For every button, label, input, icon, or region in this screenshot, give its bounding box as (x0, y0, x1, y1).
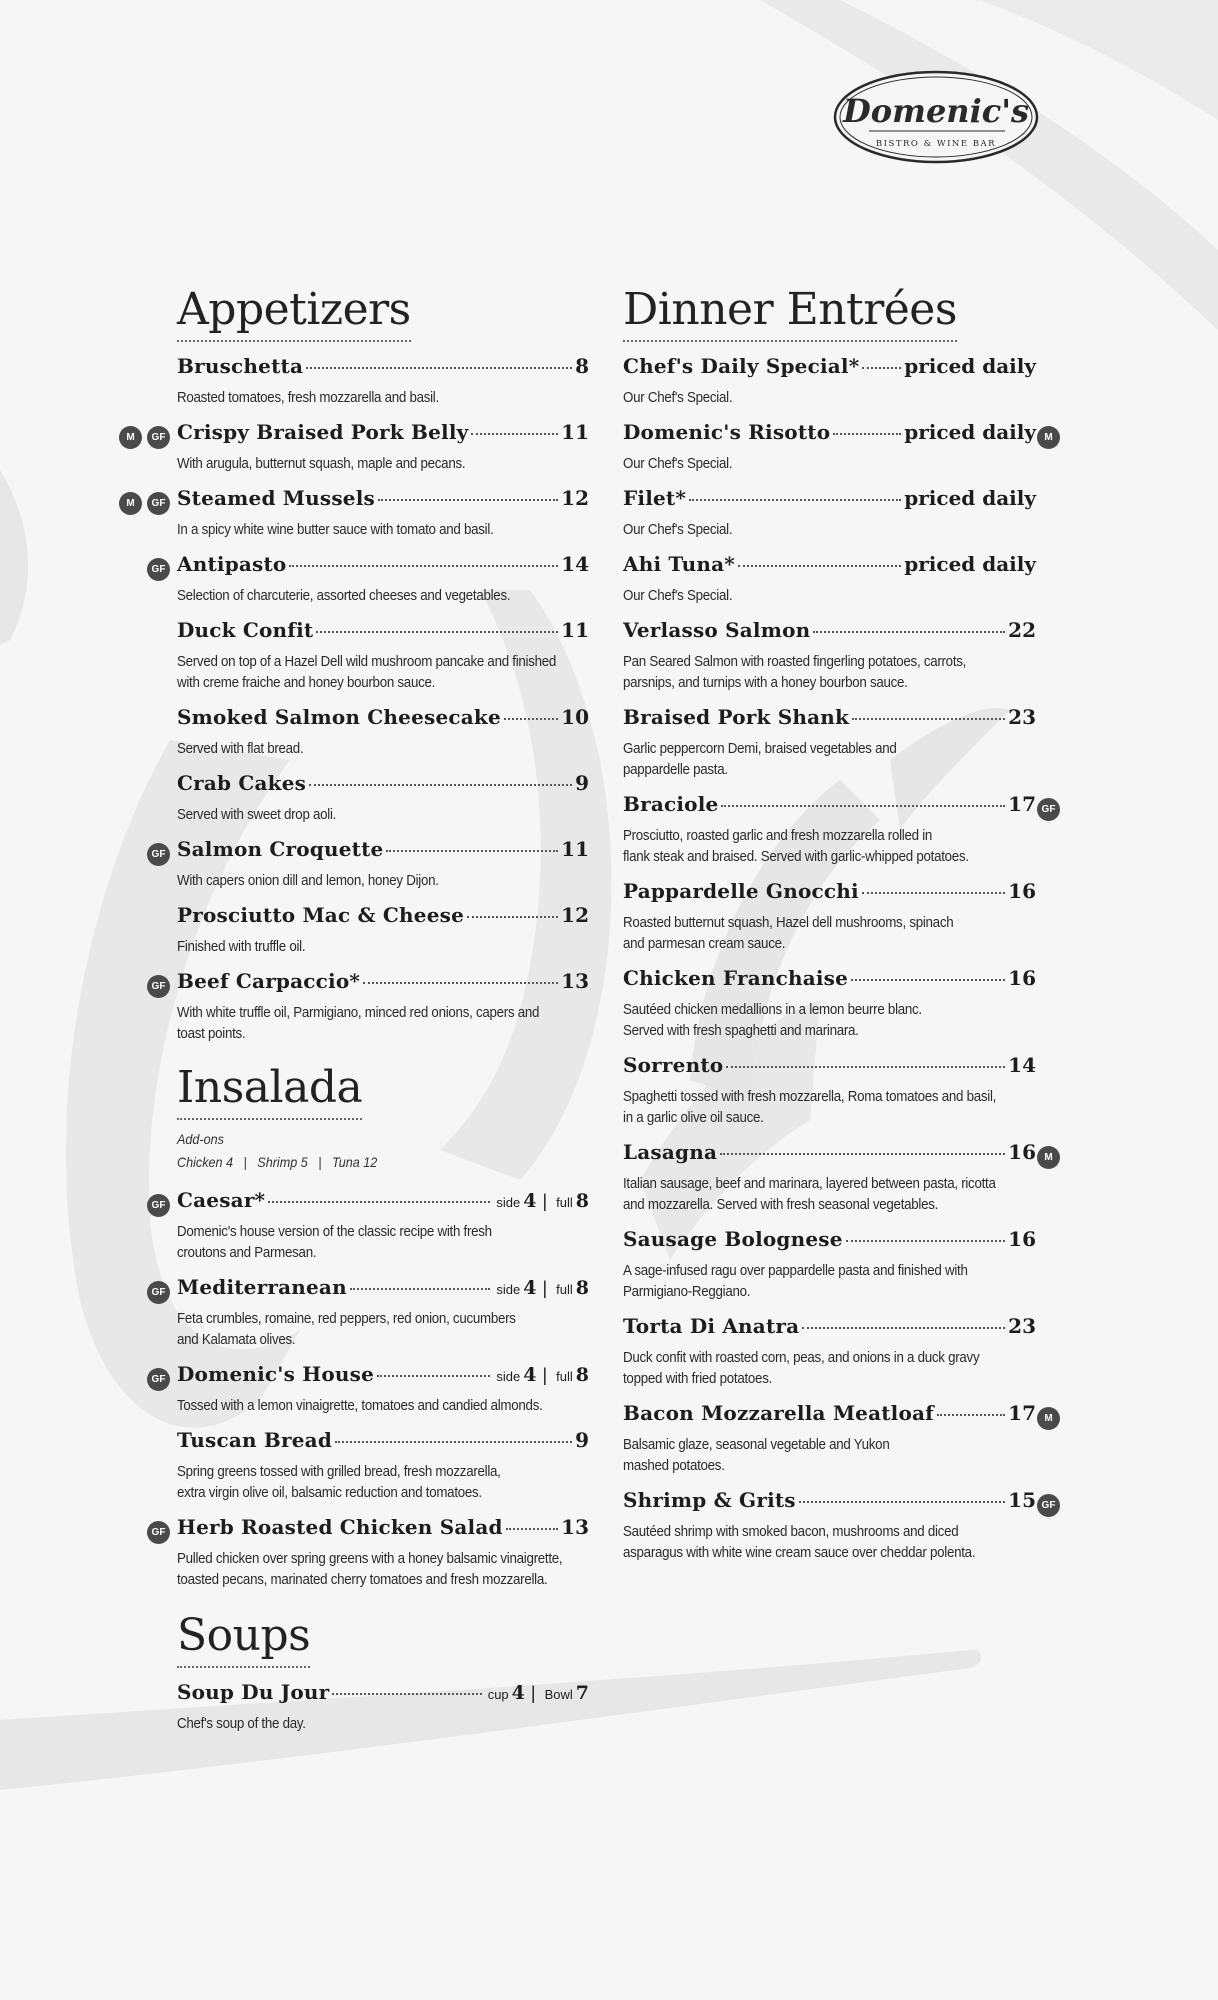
soups-heading (177, 1610, 589, 1668)
menu-item-mediterranean (151, 1275, 589, 1351)
menu-item-row (177, 354, 589, 388)
dot-leader (721, 805, 1005, 807)
m-badge: M (1037, 426, 1060, 449)
item-price: 13 (561, 1515, 589, 1539)
item-price: priced daily (904, 354, 1036, 378)
menu-item-row (177, 486, 589, 520)
m-badge: M (1037, 1146, 1060, 1169)
item-price: priced daily (904, 552, 1036, 576)
item-description: Feta crumbles, romaine, red peppers, red onion, cucumbers (177, 1311, 516, 1327)
price-divider: | (530, 1683, 536, 1703)
size-label: side (496, 1282, 521, 1297)
item-description: in a garlic olive oil sauce. (623, 1110, 764, 1126)
menu-item-row (623, 1053, 1036, 1087)
dot-leader (689, 499, 901, 501)
size-label: side (496, 1369, 521, 1384)
item-name: Soup Du Jour (177, 1680, 330, 1704)
menu-item-row (177, 1188, 589, 1222)
menu-item-sausage-bolognese (623, 1227, 1036, 1303)
insalada-heading (177, 1062, 589, 1120)
menu-item-salmon-croquette (151, 837, 589, 892)
dot-leader (833, 433, 901, 435)
addons-label: Add-ons (177, 1131, 224, 1147)
item-price: 13 (561, 969, 589, 993)
size-label: full (556, 1369, 573, 1384)
item-price: 11 (561, 618, 589, 642)
cup-price: 4 (511, 1682, 525, 1704)
menu-item-domenic-s-house (151, 1362, 589, 1417)
item-name: Mediterranean (177, 1275, 347, 1299)
m-badge: M (119, 492, 142, 515)
menu-item-chicken-franchaise (623, 966, 1036, 1042)
item-description: A sage-infused ragu over pappardelle pasta and finished with (623, 1263, 968, 1279)
item-description: and Kalamata olives. (177, 1332, 296, 1348)
gluten-free-badge: GF (1037, 1494, 1060, 1517)
logo-tagline: BISTRO & WINE BAR (875, 139, 997, 149)
menu-item-beef-carpaccio (151, 969, 589, 1045)
item-name: Tuscan Bread (177, 1428, 332, 1452)
menu-item-row (623, 618, 1036, 652)
item-description: Spaghetti tossed with fresh mozzarella, Roma tomatoes and basil, (623, 1089, 997, 1105)
menu-item-row (177, 903, 589, 937)
entrees-heading (623, 284, 1036, 342)
menu-item-row (623, 552, 1036, 586)
item-price: 10 (561, 705, 589, 729)
menu-item-row (623, 1227, 1036, 1261)
menu-item-ahi-tuna (623, 552, 1036, 607)
item-description: extra virgin olive oil, balsamic reduction and tomatoes. (177, 1485, 482, 1501)
menu-item-row (177, 705, 589, 739)
dot-leader (851, 979, 1005, 981)
menu-item-row (177, 1515, 589, 1549)
dot-leader (350, 1288, 491, 1290)
menu-item-domenic-s-risotto (623, 420, 1053, 475)
item-price: 16 (1008, 1140, 1036, 1164)
item-price: priced daily (904, 420, 1036, 444)
section-title-entrees: Dinner Entrées (623, 284, 957, 342)
menu-item-filet (623, 486, 1036, 541)
item-description: Parmigiano-Reggiano. (623, 1284, 751, 1300)
dot-leader (813, 631, 1005, 633)
menu-item-sorrento (623, 1053, 1036, 1129)
item-price: 9 (575, 771, 589, 795)
dot-leader (332, 1693, 481, 1695)
item-description: topped with fried potatoes. (623, 1371, 773, 1387)
menu-item-row (177, 837, 589, 871)
gluten-free-badge: GF (147, 492, 170, 515)
dot-leader (726, 1066, 1005, 1068)
dot-leader (504, 718, 558, 720)
dot-leader (289, 565, 558, 567)
menu-item-pappardelle-gnocchi (623, 879, 1036, 955)
item-price: 11 (561, 420, 589, 444)
dot-leader (846, 1240, 1006, 1242)
item-name: Duck Confit (177, 618, 314, 642)
item-price: 23 (1008, 705, 1036, 729)
item-name: Pappardelle Gnocchi (623, 879, 859, 903)
menu-item-caesar (151, 1188, 589, 1264)
bowl-price: 7 (575, 1682, 589, 1704)
item-description: Sautéed shrimp with smoked bacon, mushrooms and diced (623, 1524, 959, 1540)
item-price: 17 (1008, 792, 1036, 816)
addons-block (177, 1128, 589, 1174)
item-description: Chef's soup of the day. (177, 1716, 306, 1732)
item-description: Duck confit with roasted corn, peas, and onions in a duck gravy (623, 1350, 980, 1366)
item-name: Smoked Salmon Cheesecake (177, 705, 501, 729)
menu-item-row (623, 966, 1036, 1000)
item-description: In a spicy white wine butter sauce with tomato and basil. (177, 522, 494, 538)
dot-leader (386, 850, 558, 852)
dot-leader (937, 1414, 1005, 1416)
gluten-free-badge: GF (147, 1521, 170, 1544)
logo-name: Domenic's (842, 92, 1030, 130)
item-name: Verlasso Salmon (623, 618, 811, 642)
size-label: Bowl (544, 1687, 573, 1702)
item-name: Domenic's Risotto (623, 420, 831, 444)
item-description: flank steak and braised. Served with garlic-whipped potatoes. (623, 849, 969, 865)
item-price: 16 (1008, 966, 1036, 990)
item-description: Our Chef's Special. (623, 456, 733, 472)
item-description: Domenic's house version of the classic recipe with fresh (177, 1224, 492, 1240)
menu-item-smoked-salmon-cheesecake (177, 705, 589, 760)
item-name: Herb Roasted Chicken Salad (177, 1515, 503, 1539)
menu-item-herb-roasted-chicken-salad (151, 1515, 589, 1591)
menu-item-shrimp-grits (623, 1488, 1056, 1564)
dot-leader (799, 1501, 1005, 1503)
item-description: pappardelle pasta. (623, 762, 728, 778)
full-price: 8 (575, 1277, 589, 1299)
gluten-free-badge: GF (147, 1368, 170, 1391)
menu-item-torta-di-anatra (623, 1314, 1036, 1390)
item-price: 22 (1008, 618, 1036, 642)
addons-list: Chicken 4 | Shrimp 5 | Tuna 12 (177, 1154, 378, 1170)
price-divider: | (542, 1365, 548, 1385)
dot-leader (862, 892, 1005, 894)
menu-item-row (177, 1275, 589, 1309)
item-description: Roasted butternut squash, Hazel dell mushrooms, spinach (623, 915, 954, 931)
item-price: 12 (561, 903, 589, 927)
section-title-appetizers: Appetizers (177, 284, 411, 342)
item-description: Prosciutto, roasted garlic and fresh mozzarella rolled in (623, 828, 933, 844)
dot-leader (316, 631, 558, 633)
menu-item-crispy-braised-pork-belly (126, 420, 589, 475)
menu-item-row (623, 792, 1036, 826)
menu-item-chef-s-daily-special (623, 354, 1036, 409)
item-description: Served with sweet drop aoli. (177, 807, 337, 823)
item-description: Roasted tomatoes, fresh mozzarella and basil. (177, 390, 439, 406)
item-price: 15 (1008, 1488, 1036, 1512)
menu-item-row (177, 771, 589, 805)
dot-leader (852, 718, 1005, 720)
item-name: Sausage Bolognese (623, 1227, 843, 1251)
item-description: asparagus with white wine cream sauce over cheddar polenta. (623, 1545, 976, 1561)
item-name: Bruschetta (177, 354, 304, 378)
item-name: Antipasto (177, 552, 287, 576)
item-description: toasted pecans, marinated cherry tomatoes and fresh mozzarella. (177, 1572, 548, 1588)
item-price: 14 (561, 552, 589, 576)
menu-item-soup-du-jour (177, 1680, 589, 1735)
gluten-free-badge: GF (147, 558, 170, 581)
menu-item-row (623, 420, 1036, 454)
item-description: Italian sausage, beef and marinara, layered between pasta, ricotta (623, 1176, 996, 1192)
menu-item-row (177, 1428, 589, 1462)
item-description: With capers onion dill and lemon, honey Dijon. (177, 873, 439, 889)
menu-item-braised-pork-shank (623, 705, 1036, 781)
menu-item-row (623, 1140, 1036, 1174)
menu-item-steamed-mussels (126, 486, 589, 541)
item-description: With white truffle oil, Parmigiano, minced red onions, capers and (177, 1005, 540, 1021)
menu-item-row (623, 879, 1036, 913)
item-price: 12 (561, 486, 589, 510)
dot-leader (309, 784, 572, 786)
dot-leader (738, 565, 901, 567)
item-name: Lasagna (623, 1140, 718, 1164)
menu-item-lasagna (623, 1140, 1053, 1216)
dot-leader (506, 1528, 558, 1530)
dot-leader (378, 499, 558, 501)
item-description: Sautéed chicken medallions in a lemon beurre blanc. (623, 1002, 922, 1018)
gluten-free-badge: GF (147, 1281, 170, 1304)
m-badge: M (1037, 1407, 1060, 1430)
dot-leader (862, 367, 901, 369)
item-price: priced daily (904, 486, 1036, 510)
item-name: Salmon Croquette (177, 837, 384, 861)
menu-item-row (623, 486, 1036, 520)
menu-item-bruschetta (177, 354, 589, 409)
size-label: side (496, 1195, 521, 1210)
menu-item-bacon-mozzarella-meatloaf (623, 1401, 1053, 1477)
item-description: Served with flat bread. (177, 741, 304, 757)
item-description: Garlic peppercorn Demi, braised vegetables and (623, 741, 897, 757)
item-description: Pulled chicken over spring greens with a honey balsamic vinaigrette, (177, 1551, 563, 1567)
menu-item-row (623, 705, 1036, 739)
item-name: Crispy Braised Pork Belly (177, 420, 469, 444)
size-label: full (556, 1195, 573, 1210)
logo-oval (833, 69, 1039, 165)
item-description: and parmesan cream sauce. (623, 936, 786, 952)
menu-item-prosciutto-mac-cheese (177, 903, 589, 958)
item-price: 23 (1008, 1314, 1036, 1338)
dot-leader (363, 982, 558, 984)
menu-item-row (623, 1401, 1036, 1435)
price-divider: | (542, 1191, 548, 1211)
item-name: Filet* (623, 486, 687, 510)
menu-item-duck-confit (177, 618, 589, 694)
menu-item-row (177, 1362, 589, 1396)
item-description: with creme fraiche and honey bourbon sauce. (177, 675, 436, 691)
full-price: 8 (575, 1190, 589, 1212)
item-name: Crab Cakes (177, 771, 307, 795)
item-description: Served on top of a Hazel Dell wild mushroom pancake and finished (177, 654, 557, 670)
item-name: Chef's Daily Special* (623, 354, 860, 378)
item-name: Prosciutto Mac & Cheese (177, 903, 465, 927)
item-price: 14 (1008, 1053, 1036, 1077)
item-description: toast points. (177, 1026, 246, 1042)
dot-leader (802, 1327, 1005, 1329)
item-price: 16 (1008, 1227, 1036, 1251)
dot-leader (471, 433, 558, 435)
item-price: 8 (575, 354, 589, 378)
item-description: Our Chef's Special. (623, 588, 733, 604)
menu-item-row (177, 969, 589, 1003)
menu-item-row (177, 618, 589, 652)
gluten-free-badge: GF (147, 426, 170, 449)
item-price: 16 (1008, 879, 1036, 903)
item-description: Our Chef's Special. (623, 390, 733, 406)
item-price: 9 (575, 1428, 589, 1452)
menu-item-antipasto (151, 552, 589, 607)
gluten-free-badge: GF (147, 1194, 170, 1217)
item-description: parsnips, and turnips with a honey bourbon sauce. (623, 675, 908, 691)
side-price: 4 (523, 1364, 537, 1386)
menu-item-row (177, 420, 589, 454)
item-name: Braciole (623, 792, 719, 816)
item-name: Caesar* (177, 1188, 266, 1212)
side-price: 4 (523, 1190, 537, 1212)
item-name: Shrimp & Grits (623, 1488, 796, 1512)
side-price: 4 (523, 1277, 537, 1299)
dot-leader (467, 916, 558, 918)
menu-item-row (623, 354, 1036, 388)
item-name: Bacon Mozzarella Meatloaf (623, 1401, 934, 1425)
appetizers-heading (177, 284, 589, 342)
item-description: Balsamic glaze, seasonal vegetable and Yukon (623, 1437, 890, 1453)
item-description: With arugula, butternut squash, maple and pecans. (177, 456, 466, 472)
item-description: Spring greens tossed with grilled bread, fresh mozzarella, (177, 1464, 501, 1480)
item-name: Domenic's House (177, 1362, 374, 1386)
dot-leader (377, 1375, 490, 1377)
m-badge: M (119, 426, 142, 449)
item-name: Torta Di Anatra (623, 1314, 800, 1338)
item-description: Served with fresh spaghetti and marinara. (623, 1023, 859, 1039)
menu-item-row (623, 1488, 1036, 1522)
gluten-free-badge: GF (1037, 798, 1060, 821)
item-description: Our Chef's Special. (623, 522, 733, 538)
item-description: croutons and Parmesan. (177, 1245, 317, 1261)
menu-item-braciole (623, 792, 1056, 868)
item-name: Beef Carpaccio* (177, 969, 361, 993)
dot-leader (306, 367, 572, 369)
menu-item-row (177, 1680, 589, 1714)
item-description: Tossed with a lemon vinaigrette, tomatoes and candied almonds. (177, 1398, 543, 1414)
item-name: Ahi Tuna* (623, 552, 735, 576)
item-description: Pan Seared Salmon with roasted fingerling potatoes, carrots, (623, 654, 967, 670)
dot-leader (335, 1441, 572, 1443)
item-name: Sorrento (623, 1053, 724, 1077)
item-description: and mozzarella. Served with fresh seasonal vegetables. (623, 1197, 939, 1213)
dot-leader (720, 1153, 1005, 1155)
item-description: Finished with truffle oil. (177, 939, 306, 955)
size-label: full (556, 1282, 573, 1297)
section-title-insalada: Insalada (177, 1062, 362, 1120)
gluten-free-badge: GF (147, 975, 170, 998)
menu-item-verlasso-salmon (623, 618, 1036, 694)
full-price: 8 (575, 1364, 589, 1386)
logo (833, 69, 1039, 165)
item-price: 11 (561, 837, 589, 861)
item-price: 17 (1008, 1401, 1036, 1425)
gluten-free-badge: GF (147, 843, 170, 866)
section-title-soups: Soups (177, 1610, 310, 1668)
size-label: cup (487, 1687, 509, 1702)
dot-leader (268, 1201, 490, 1203)
menu-item-crab-cakes (177, 771, 589, 826)
menu-item-row (177, 552, 589, 586)
item-description: mashed potatoes. (623, 1458, 725, 1474)
price-divider: | (542, 1278, 548, 1298)
item-name: Chicken Franchaise (623, 966, 849, 990)
item-name: Steamed Mussels (177, 486, 375, 510)
menu-item-tuscan-bread (177, 1428, 589, 1504)
item-description: Selection of charcuterie, assorted cheeses and vegetables. (177, 588, 511, 604)
item-name: Braised Pork Shank (623, 705, 850, 729)
menu-item-row (623, 1314, 1036, 1348)
